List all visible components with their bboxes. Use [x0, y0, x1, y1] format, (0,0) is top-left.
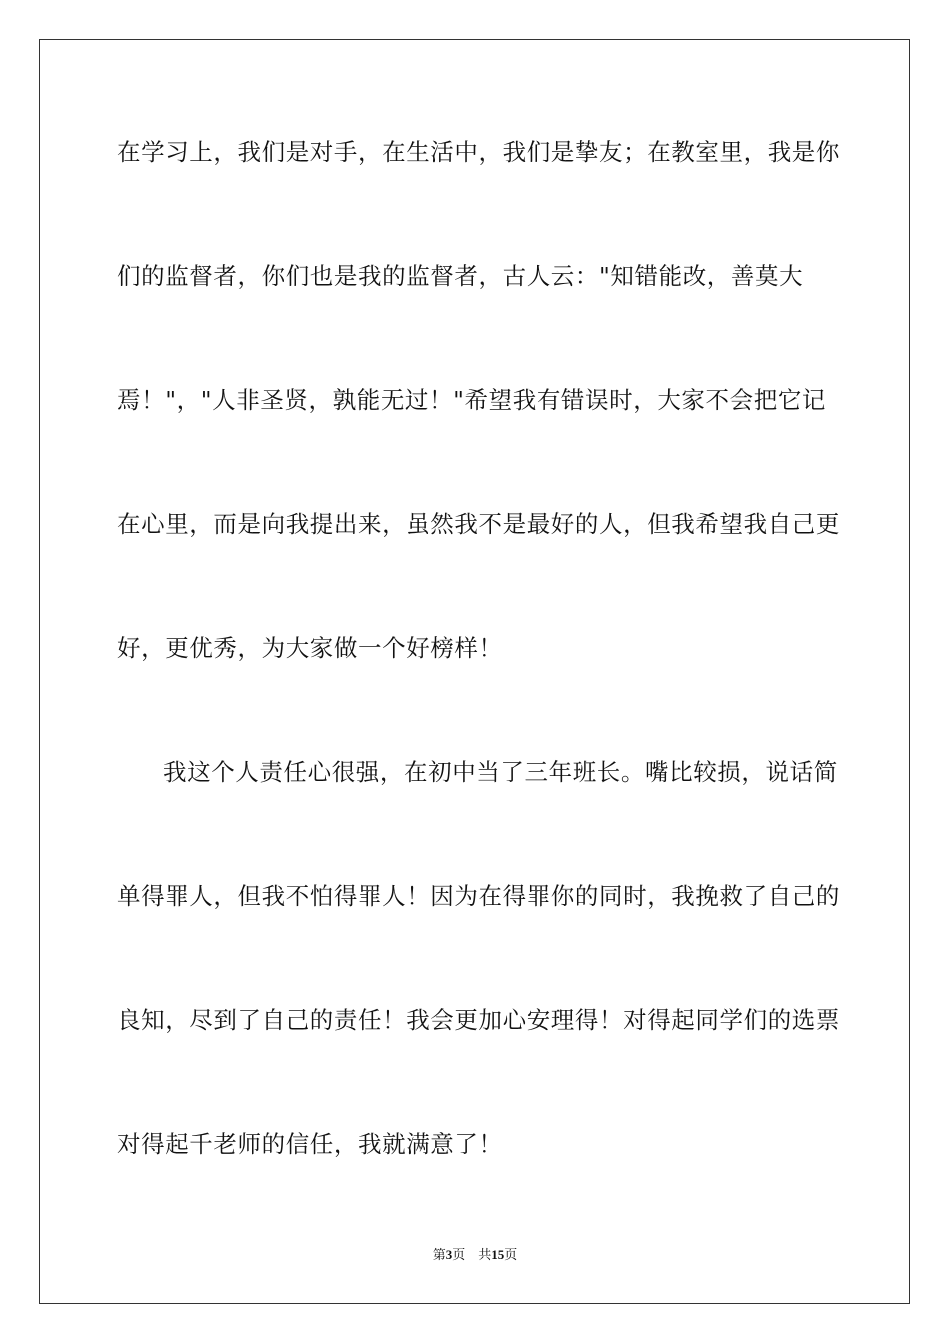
paragraph-line: 良知，尽到了自己的责任！我会更加心安理得！对得起同学们的选票: [117, 1006, 840, 1034]
total-prefix: 共: [478, 1247, 492, 1262]
page-footer: [0, 1247, 950, 1263]
paragraph-line: 们的监督者，你们也是我的监督者，古人云："知错能改，善莫大: [117, 262, 804, 290]
page-border: [39, 39, 910, 1304]
paragraph-line: 好，更优秀，为大家做一个好榜样！: [117, 634, 503, 662]
total-pages-number: 15: [491, 1247, 505, 1262]
paragraph-line: 在学习上，我们是对手，在生活中，我们是挚友；在教室里，我是你: [117, 138, 840, 166]
current-page-number: 3: [445, 1247, 453, 1262]
paragraph-line: 对得起千老师的信任，我就满意了！: [117, 1130, 503, 1158]
paragraph-line-indented: 我这个人责任心很强，在初中当了三年班长。嘴比较损，说话简: [163, 758, 838, 786]
paragraph-line: 焉！"，"人非圣贤，孰能无过！"希望我有错误时，大家不会把它记: [117, 386, 827, 414]
paragraph-line: 在心里，而是向我提出来，虽然我不是最好的人，但我希望我自己更: [117, 510, 840, 538]
total-suffix: 页: [504, 1247, 518, 1262]
page-prefix: 第: [432, 1247, 446, 1262]
paragraph-line: 单得罪人，但我不怕得罪人！因为在得罪你的同时，我挽救了自己的: [117, 882, 840, 910]
page-suffix: 页: [452, 1247, 466, 1262]
